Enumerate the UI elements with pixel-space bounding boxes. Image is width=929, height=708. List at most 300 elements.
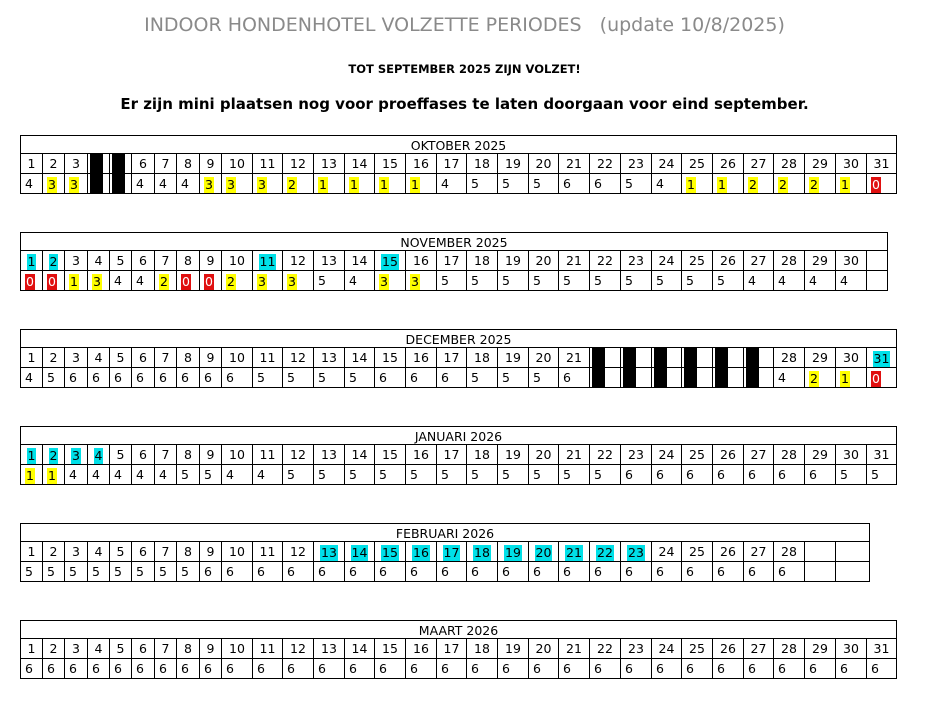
day-number-cell bbox=[375, 348, 406, 368]
day-number: 6 bbox=[139, 350, 147, 365]
day-number: 19 bbox=[505, 350, 521, 365]
day-number: 9 bbox=[206, 350, 215, 365]
day-number: 19 bbox=[505, 253, 521, 268]
available-spots: 1 bbox=[841, 177, 849, 192]
day-number: 13 bbox=[321, 350, 337, 365]
available-spots: 4 bbox=[25, 176, 33, 191]
availability-cell bbox=[132, 271, 155, 291]
day-number: 16 bbox=[413, 447, 429, 462]
month-header: DECEMBER 2025 bbox=[20, 329, 897, 348]
availability-cell bbox=[43, 562, 65, 582]
available-spots: 3 bbox=[48, 177, 56, 192]
availability-cell bbox=[437, 659, 467, 679]
availability-cell bbox=[20, 271, 43, 291]
day-number: 29 bbox=[812, 447, 828, 462]
day-number: 11 bbox=[259, 254, 276, 269]
day-number-cell bbox=[314, 542, 345, 562]
availability-cell bbox=[867, 368, 897, 388]
available-spots: 6 bbox=[625, 564, 633, 579]
day-number-cell bbox=[110, 542, 132, 562]
day-number-cell bbox=[222, 445, 253, 465]
day-number: 31 bbox=[873, 351, 890, 366]
day-number: 27 bbox=[750, 544, 767, 559]
available-spots: 6 bbox=[502, 564, 510, 579]
day-number-cell bbox=[467, 445, 498, 465]
availability-cell bbox=[200, 659, 222, 679]
day-number-cell bbox=[621, 639, 652, 659]
day-number-cell bbox=[590, 251, 621, 271]
availability-cell bbox=[744, 562, 774, 582]
day-number-cell bbox=[177, 445, 200, 465]
available-spots: 6 bbox=[92, 370, 100, 385]
availability-cell bbox=[559, 271, 590, 291]
availability-cell bbox=[713, 174, 744, 194]
day-number: 11 bbox=[259, 447, 276, 462]
availability-cell bbox=[805, 271, 836, 291]
day-number-cell bbox=[222, 154, 253, 174]
day-number-cell bbox=[406, 154, 437, 174]
day-number: 1 bbox=[27, 544, 36, 559]
availability-cell bbox=[682, 659, 713, 679]
day-number-cell bbox=[88, 348, 110, 368]
day-number-cell bbox=[345, 542, 375, 562]
available-spots: 5 bbox=[625, 176, 633, 191]
day-number-cell bbox=[283, 639, 314, 659]
day-number-cell bbox=[498, 445, 529, 465]
available-spots: 6 bbox=[287, 661, 295, 676]
day-number: 31 bbox=[873, 641, 890, 656]
availability-cell bbox=[222, 271, 253, 291]
day-number-cell bbox=[744, 542, 774, 562]
availability-cell bbox=[65, 562, 88, 582]
day-number: 23 bbox=[628, 641, 644, 656]
month-header: NOVEMBER 2025 bbox=[20, 232, 888, 251]
day-number: 18 bbox=[474, 545, 490, 560]
day-number: 2 bbox=[49, 254, 58, 269]
availability-cell bbox=[467, 174, 498, 194]
available-spots: 1 bbox=[319, 177, 327, 192]
available-spots: 5 bbox=[533, 273, 541, 288]
availability-cell bbox=[65, 368, 88, 388]
availability-cell bbox=[132, 465, 155, 485]
day-number: 26 bbox=[720, 156, 736, 171]
available-spots: 6 bbox=[287, 564, 295, 579]
calendar-december-2025 bbox=[20, 329, 897, 388]
day-number-cell bbox=[836, 251, 867, 271]
availability-cell bbox=[314, 659, 345, 679]
day-number: 30 bbox=[843, 156, 859, 171]
day-number: 15 bbox=[382, 545, 398, 560]
calendar-maart-2026 bbox=[20, 620, 897, 679]
day-number-cell bbox=[652, 542, 682, 562]
day-number-cell bbox=[43, 542, 65, 562]
day-number-cell bbox=[155, 445, 177, 465]
available-spots: 4 bbox=[778, 370, 786, 385]
availability-cell bbox=[836, 174, 867, 194]
day-number: 5 bbox=[116, 253, 125, 268]
available-spots: 4 bbox=[840, 273, 848, 288]
day-number-cell bbox=[110, 445, 132, 465]
available-spots: 6 bbox=[717, 564, 725, 579]
available-spots: 6 bbox=[656, 564, 664, 579]
available-spots: 6 bbox=[871, 661, 879, 676]
availability-cell bbox=[498, 174, 529, 194]
day-number-cell bbox=[43, 639, 65, 659]
available-spots: 6 bbox=[318, 564, 326, 579]
available-spots: 2 bbox=[779, 177, 787, 192]
day-number-cell bbox=[20, 348, 43, 368]
available-spots: 5 bbox=[871, 467, 879, 482]
available-spots: 6 bbox=[204, 370, 212, 385]
day-number-cell bbox=[132, 348, 155, 368]
available-spots: 5 bbox=[181, 564, 189, 579]
available-spots: 6 bbox=[563, 370, 571, 385]
day-number: 1 bbox=[27, 641, 36, 656]
availability-cell bbox=[774, 562, 805, 582]
available-spots: 4 bbox=[226, 467, 234, 482]
available-spots: 6 bbox=[181, 370, 189, 385]
availability-cell bbox=[652, 659, 682, 679]
availability-cell bbox=[155, 465, 177, 485]
day-number: 17 bbox=[443, 641, 460, 656]
available-spots: 5 bbox=[349, 370, 357, 385]
fully-booked-notice: TOT SEPTEMBER 2025 ZIJN VOLZET! bbox=[348, 62, 581, 76]
day-number: 25 bbox=[689, 253, 705, 268]
available-spots: 6 bbox=[471, 661, 479, 676]
availability-cell bbox=[529, 174, 559, 194]
day-number-cell bbox=[467, 348, 498, 368]
available-spots: 5 bbox=[410, 467, 418, 482]
available-spots: 0 bbox=[182, 274, 190, 289]
availability-cell bbox=[467, 465, 498, 485]
day-number-cell bbox=[836, 348, 867, 368]
available-spots: 6 bbox=[379, 661, 387, 676]
day-number-cell bbox=[88, 639, 110, 659]
day-number: 10 bbox=[229, 544, 245, 559]
availability-cell bbox=[774, 271, 805, 291]
day-number-cell bbox=[621, 542, 652, 562]
day-number: 28 bbox=[781, 156, 797, 171]
available-spots: 6 bbox=[181, 661, 189, 676]
day-number: 15 bbox=[382, 350, 398, 365]
available-spots: 5 bbox=[287, 370, 295, 385]
day-number: 10 bbox=[229, 447, 245, 462]
availability-cell bbox=[406, 562, 437, 582]
available-spots: 5 bbox=[69, 564, 77, 579]
day-number-cell bbox=[774, 445, 805, 465]
day-number-cell bbox=[283, 445, 314, 465]
availability-cell bbox=[283, 368, 314, 388]
available-spots: 6 bbox=[410, 370, 418, 385]
availability-cell bbox=[65, 659, 88, 679]
available-spots: 5 bbox=[441, 467, 449, 482]
available-spots: 4 bbox=[114, 467, 122, 482]
availability-cell bbox=[805, 465, 836, 485]
day-number-cell bbox=[713, 251, 744, 271]
available-spots: 6 bbox=[257, 564, 265, 579]
available-spots: 6 bbox=[349, 661, 357, 676]
day-number-cell bbox=[155, 639, 177, 659]
day-number: 4 bbox=[94, 253, 103, 268]
availability-cell bbox=[713, 465, 744, 485]
availability-cell bbox=[200, 562, 222, 582]
day-number: 21 bbox=[566, 641, 582, 656]
available-spots: 4 bbox=[136, 273, 144, 288]
day-number-cell bbox=[43, 348, 65, 368]
available-spots: 5 bbox=[502, 273, 510, 288]
available-spots: 1 bbox=[350, 177, 358, 192]
day-number: 1 bbox=[27, 254, 36, 269]
available-spots: 1 bbox=[380, 177, 388, 192]
available-spots: 5 bbox=[594, 467, 602, 482]
day-number: 26 bbox=[720, 447, 736, 462]
day-number-cell bbox=[253, 251, 283, 271]
day-number-cell bbox=[467, 542, 498, 562]
day-number-cell bbox=[20, 542, 43, 562]
calendar-oktober-2025 bbox=[20, 135, 897, 194]
available-spots: 6 bbox=[717, 661, 725, 676]
available-spots: 3 bbox=[205, 177, 213, 192]
available-spots: 6 bbox=[594, 564, 602, 579]
day-number-cell bbox=[132, 445, 155, 465]
day-number: 9 bbox=[206, 544, 215, 559]
day-number: 21 bbox=[566, 253, 582, 268]
day-number-cell bbox=[590, 542, 621, 562]
available-spots: 4 bbox=[136, 467, 144, 482]
availability-cell bbox=[437, 465, 467, 485]
available-spots: 6 bbox=[686, 564, 694, 579]
day-number-cell bbox=[200, 251, 222, 271]
day-number-cell bbox=[253, 348, 283, 368]
available-spots: 6 bbox=[410, 564, 418, 579]
day-number-cell bbox=[110, 251, 132, 271]
day-number-cell bbox=[498, 542, 529, 562]
day-number: 28 bbox=[781, 447, 797, 462]
availability-cell bbox=[652, 271, 682, 291]
availability-cell bbox=[652, 368, 682, 388]
available-spots: 5 bbox=[257, 370, 265, 385]
availability-cell bbox=[345, 271, 375, 291]
day-number-cell bbox=[652, 445, 682, 465]
available-spots: 6 bbox=[809, 661, 817, 676]
available-spots: 6 bbox=[625, 661, 633, 676]
available-spots: 4 bbox=[69, 467, 77, 482]
day-number-cell bbox=[132, 542, 155, 562]
availability-cell bbox=[314, 271, 345, 291]
day-number: 31 bbox=[873, 156, 890, 171]
availability-cell bbox=[652, 562, 682, 582]
day-number-cell bbox=[283, 251, 314, 271]
available-spots: 5 bbox=[533, 176, 541, 191]
availability-notice: Er zijn mini plaatsen nog voor proeffases te laten doorgaan voor eind september. bbox=[120, 95, 809, 113]
availability-cell bbox=[529, 562, 559, 582]
available-spots: 6 bbox=[204, 661, 212, 676]
availability-cell bbox=[529, 659, 559, 679]
day-number-cell bbox=[132, 154, 155, 174]
availability-cell bbox=[406, 465, 437, 485]
availability-cell bbox=[805, 174, 836, 194]
day-number-cell bbox=[682, 445, 713, 465]
availability-cell bbox=[345, 174, 375, 194]
day-number-cell bbox=[222, 542, 253, 562]
day-number-cell bbox=[713, 542, 744, 562]
day-number-cell bbox=[20, 639, 43, 659]
availability-cell bbox=[283, 465, 314, 485]
available-spots: 5 bbox=[318, 273, 326, 288]
available-spots: 6 bbox=[159, 370, 167, 385]
available-spots: 6 bbox=[441, 661, 449, 676]
day-number: 17 bbox=[443, 156, 460, 171]
available-spots: 6 bbox=[717, 467, 725, 482]
day-number-cell bbox=[867, 251, 888, 271]
day-number-cell bbox=[253, 542, 283, 562]
day-number-cell bbox=[713, 154, 744, 174]
available-spots: 3 bbox=[258, 274, 266, 289]
available-spots: 4 bbox=[349, 273, 357, 288]
availability-cell bbox=[590, 465, 621, 485]
day-number: 8 bbox=[184, 641, 192, 656]
day-number: 12 bbox=[290, 253, 306, 268]
available-spots: 6 bbox=[226, 564, 234, 579]
day-number-cell bbox=[682, 251, 713, 271]
availability-cell bbox=[177, 562, 200, 582]
day-number: 20 bbox=[535, 447, 552, 462]
day-number: 12 bbox=[290, 544, 306, 559]
availability-cell bbox=[498, 368, 529, 388]
day-number: 29 bbox=[812, 641, 828, 656]
availability-cell bbox=[406, 659, 437, 679]
availability-cell bbox=[437, 368, 467, 388]
day-number: 30 bbox=[843, 641, 859, 656]
day-number-cell bbox=[200, 445, 222, 465]
day-number: 15 bbox=[382, 447, 398, 462]
availability-cell bbox=[88, 659, 110, 679]
day-number: 21 bbox=[566, 156, 582, 171]
availability-cell bbox=[559, 659, 590, 679]
available-spots: 4 bbox=[136, 176, 144, 191]
available-spots: 6 bbox=[748, 467, 756, 482]
day-number: 27 bbox=[750, 253, 767, 268]
available-spots: 3 bbox=[70, 177, 78, 192]
day-number: 2 bbox=[49, 641, 58, 656]
availability-cell bbox=[43, 465, 65, 485]
day-number: 10 bbox=[229, 253, 245, 268]
availability-cell bbox=[88, 174, 110, 194]
availability-cell bbox=[222, 368, 253, 388]
day-number-cell bbox=[744, 251, 774, 271]
available-spots: 5 bbox=[502, 467, 510, 482]
available-spots: 6 bbox=[778, 661, 786, 676]
day-number-cell bbox=[713, 639, 744, 659]
day-number-cell bbox=[65, 348, 88, 368]
day-number-cell bbox=[283, 348, 314, 368]
available-spots: 5 bbox=[159, 564, 167, 579]
day-number-cell bbox=[200, 348, 222, 368]
availability-cell bbox=[43, 271, 65, 291]
availability-cell bbox=[713, 271, 744, 291]
day-number: 13 bbox=[321, 447, 337, 462]
day-number-cell bbox=[406, 445, 437, 465]
day-number-cell bbox=[155, 542, 177, 562]
availability-cell bbox=[345, 368, 375, 388]
day-number: 11 bbox=[259, 350, 276, 365]
available-spots: 1 bbox=[718, 177, 726, 192]
month-header: MAART 2026 bbox=[20, 620, 897, 639]
availability-cell bbox=[110, 174, 132, 194]
availability-cell bbox=[375, 465, 406, 485]
day-number-cell bbox=[345, 251, 375, 271]
availability-cell bbox=[155, 174, 177, 194]
available-spots: 5 bbox=[533, 370, 541, 385]
day-number-cell bbox=[682, 542, 713, 562]
day-number-cell bbox=[498, 348, 529, 368]
available-spots: 6 bbox=[410, 661, 418, 676]
day-number-cell bbox=[65, 542, 88, 562]
available-spots: 5 bbox=[840, 467, 848, 482]
day-number: 3 bbox=[72, 350, 80, 365]
availability-cell bbox=[406, 174, 437, 194]
availability-cell bbox=[253, 659, 283, 679]
day-number-cell bbox=[345, 639, 375, 659]
available-spots: 6 bbox=[204, 564, 212, 579]
day-number: 25 bbox=[689, 156, 705, 171]
day-number-cell bbox=[437, 348, 467, 368]
day-number-cell bbox=[529, 445, 559, 465]
availability-cell bbox=[253, 562, 283, 582]
month-header: JANUARI 2026 bbox=[20, 426, 897, 445]
day-number-cell bbox=[437, 445, 467, 465]
available-spots: 4 bbox=[441, 176, 449, 191]
available-spots: 1 bbox=[70, 274, 78, 289]
day-number-cell bbox=[20, 154, 43, 174]
day-number: 11 bbox=[259, 641, 276, 656]
availability-cell bbox=[110, 659, 132, 679]
available-spots: 3 bbox=[411, 274, 419, 289]
availability-cell bbox=[253, 174, 283, 194]
availability-cell bbox=[375, 368, 406, 388]
day-number-cell bbox=[590, 445, 621, 465]
available-spots: 5 bbox=[471, 273, 479, 288]
day-number-cell bbox=[65, 154, 88, 174]
availability-cell bbox=[88, 368, 110, 388]
availability-cell bbox=[155, 271, 177, 291]
availability-cell bbox=[283, 271, 314, 291]
availability-cell bbox=[590, 271, 621, 291]
day-number-cell bbox=[345, 154, 375, 174]
availability-cell bbox=[20, 562, 43, 582]
available-spots: 5 bbox=[47, 370, 55, 385]
day-number-cell bbox=[682, 154, 713, 174]
availability-cell bbox=[314, 465, 345, 485]
day-number-cell bbox=[155, 348, 177, 368]
day-number: 2 bbox=[49, 350, 58, 365]
available-spots: 5 bbox=[594, 273, 602, 288]
day-number-cell bbox=[375, 251, 406, 271]
available-spots: 1 bbox=[411, 177, 419, 192]
day-number: 6 bbox=[139, 156, 147, 171]
availability-cell bbox=[621, 174, 652, 194]
day-number: 22 bbox=[597, 447, 613, 462]
available-spots: 1 bbox=[48, 468, 56, 483]
available-spots: 5 bbox=[181, 467, 189, 482]
available-spots: 6 bbox=[563, 661, 571, 676]
day-number: 6 bbox=[139, 544, 147, 559]
available-spots: 0 bbox=[872, 371, 880, 386]
availability-cell bbox=[621, 368, 652, 388]
availability-cell bbox=[43, 174, 65, 194]
day-number: 17 bbox=[443, 253, 460, 268]
day-number: 6 bbox=[139, 447, 147, 462]
